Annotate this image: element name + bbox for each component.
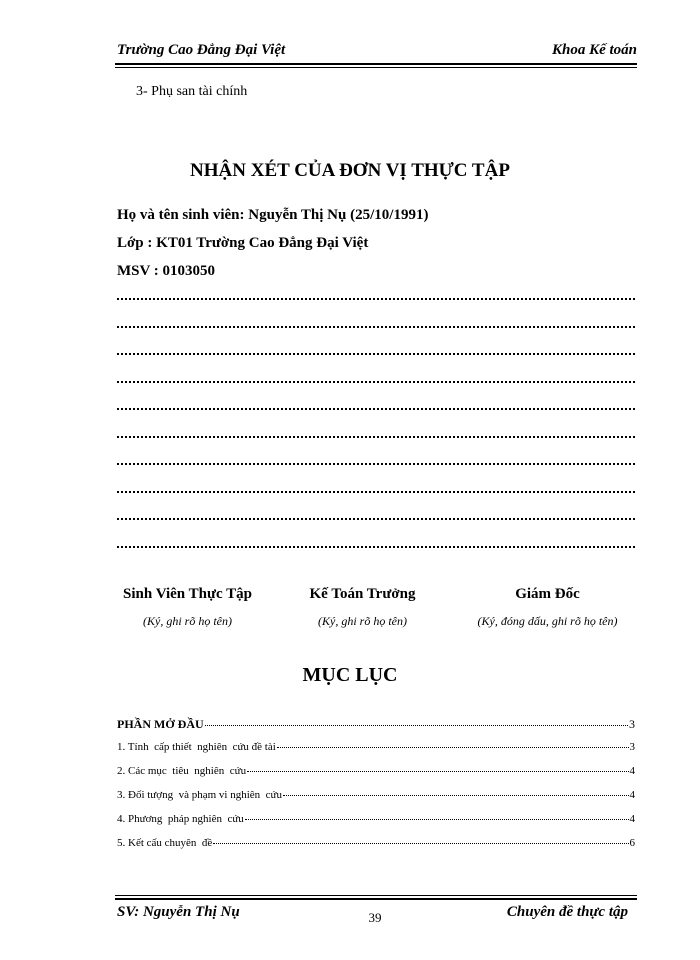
comment-line [117, 381, 635, 383]
comment-line [117, 491, 635, 493]
header-rule-thick [115, 63, 637, 65]
header-school: Trường Cao Đẳng Đại Việt [117, 42, 286, 58]
toc-entry-label: 3. Đối tượng và phạm vi nghiên cứu [117, 789, 282, 801]
toc-leader [247, 771, 628, 772]
comment-line [117, 353, 635, 355]
appendix-list-item: 3- Phụ san tài chính [136, 84, 248, 99]
header-department: Khoa Kế toán [551, 42, 637, 58]
toc-entry[interactable] [117, 741, 635, 753]
toc-leader [245, 819, 629, 820]
toc-entry-label: 5. Kết cấu chuyên đề [117, 837, 213, 849]
toc-entry-page: 6 [629, 837, 635, 849]
comment-line [117, 463, 635, 465]
toc-entry-label: 1. Tính cấp thiết nghiên cứu đề tài [117, 741, 276, 753]
toc-leader [277, 747, 629, 748]
student-id-field: MSV : 0103050 [117, 263, 216, 279]
class-field: Lớp : KT01 Trường Cao Đẳng Đại Việt [117, 235, 369, 251]
comment-line [117, 546, 635, 548]
footer-student: SV: Nguyễn Thị Nụ [117, 904, 240, 920]
footer-report-type: Chuyên đề thực tập [506, 904, 628, 920]
toc-entry[interactable] [117, 837, 635, 849]
signature-accountant-title: Kế Toán Trưởng [309, 586, 416, 602]
toc-entry-label: PHẦN MỞ ĐẦU [117, 717, 204, 731]
toc-entry[interactable] [117, 789, 635, 801]
toc-entry-page: 4 [629, 813, 635, 825]
comment-line [117, 298, 635, 300]
toc-entry-label: 2. Các mục tiêu nghiên cứu [117, 765, 247, 777]
toc-leader [205, 725, 628, 726]
student-name-field: Họ và tên sinh viên: Nguyễn Thị Nụ (25/10/1991) [117, 207, 429, 223]
signature-director-note: (Ký, đóng dấu, ghi rõ họ tên) [477, 614, 618, 628]
footer-rule-thick [115, 898, 637, 900]
comment-line [117, 518, 635, 520]
header-rule-thin [115, 67, 637, 68]
footer-page-number: 39 [368, 910, 382, 925]
toc-title: MỤC LỤC [302, 664, 398, 686]
signature-director-title: Giám Đốc [515, 586, 580, 602]
toc-entry-label: 4. Phương pháp nghiên cứu [117, 813, 244, 825]
toc-leader [213, 843, 628, 844]
toc-entry-page: 3 [629, 717, 635, 731]
signature-accountant-note: (Ký, ghi rõ họ tên) [318, 614, 407, 628]
toc-entry[interactable] [117, 717, 635, 732]
page-title: NHẬN XÉT CỦA ĐƠN VỊ THỰC TẬP [190, 160, 510, 181]
toc-entry[interactable] [117, 765, 635, 777]
toc-leader [283, 795, 629, 796]
comment-line [117, 326, 635, 328]
toc-entry-page: 4 [629, 789, 635, 801]
footer-rule-thin [115, 895, 637, 896]
signature-student-note: (Ký, ghi rõ họ tên) [143, 614, 232, 628]
comment-line [117, 408, 635, 410]
comment-line [117, 436, 635, 438]
toc-entry-page: 4 [629, 765, 635, 777]
signature-student-title: Sinh Viên Thực Tập [123, 586, 252, 602]
toc-entry[interactable] [117, 813, 635, 825]
toc-entry-page: 3 [629, 741, 635, 753]
